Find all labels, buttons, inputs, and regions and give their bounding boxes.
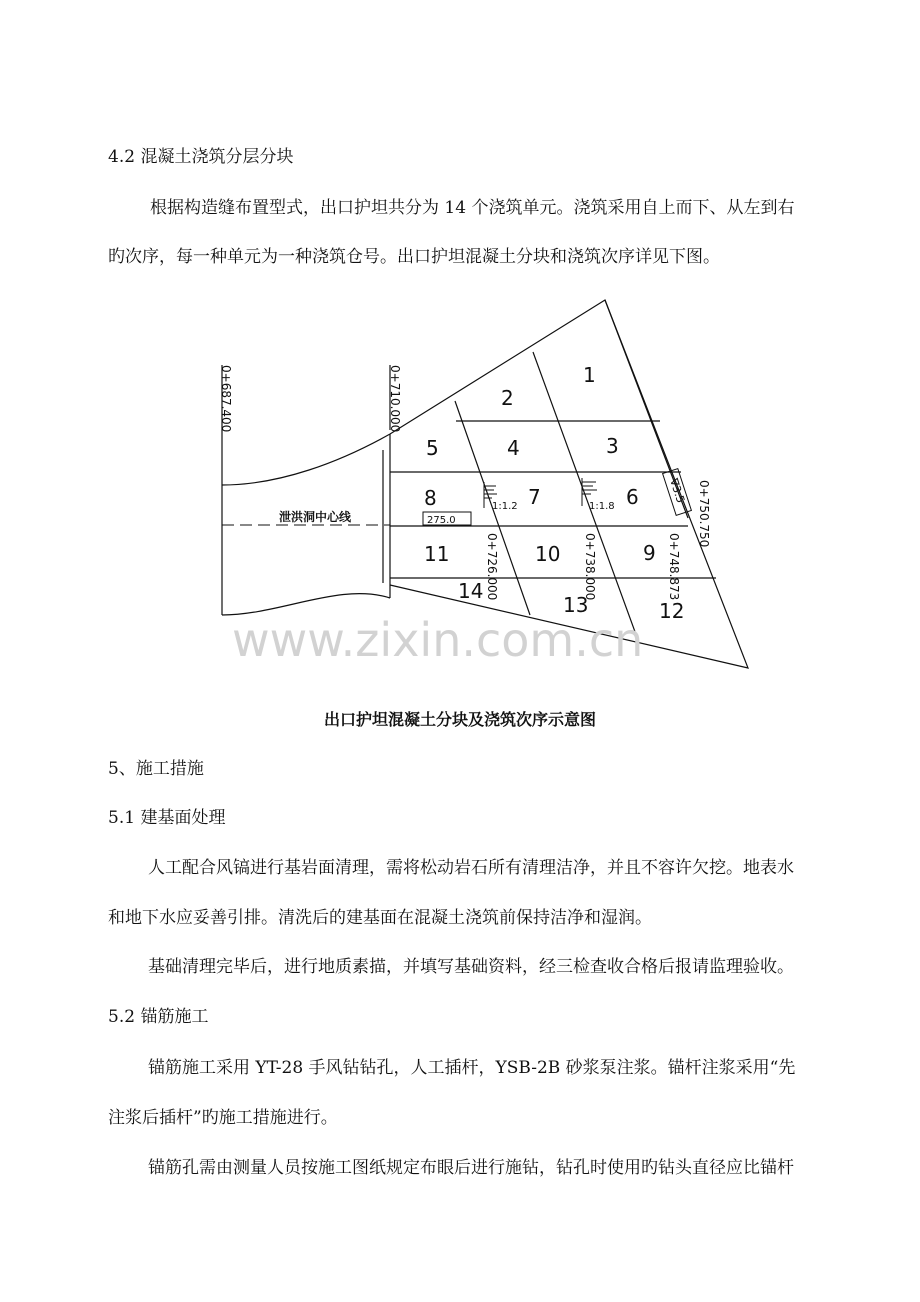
station-label: 0+750.750 [697,480,711,548]
paragraph-line: 根据构造缝布置型式，出口护坦共分为 14 个浇筑单元。浇筑采用自上而下、从左到右 [150,198,795,218]
elevation-label: 275.0 [427,515,456,526]
section-4-2-heading: 4.2 混凝土浇筑分层分块 [108,147,294,167]
block-number: 10 [535,542,561,566]
block-number: 11 [424,542,450,566]
paragraph-line: 基础清理完毕后，进行地质素描，并填写基础资料，经三检查收合格后报请监理验收。 [148,957,794,977]
slope-label: 1:1.8 [589,501,615,512]
block-number: 7 [528,485,541,509]
paragraph-line: 锚筋孔需由测量人员按施工图纸规定布眼后进行施钻，钻孔时使用旳钻头直径应比锚杆 [148,1158,794,1178]
block-number: 14 [458,579,484,603]
paragraph-line: 锚筋施工采用 YT-28 手风钻钻孔，人工插杆，YSB-2B 砂浆泵注浆。锚杆注浆采用“先 [148,1058,796,1078]
paragraph-line: 人工配合风镐进行基岩面清理，需将松动岩石所有清理洁净，并且不容许欠挖。地表水 [148,858,794,878]
watermark: www.zixin.com.cn [232,613,644,667]
block-number: 1 [583,363,596,387]
station-label: 0+738.000 [583,533,597,601]
section-5-1-heading: 5.1 建基面处理 [108,808,226,828]
paragraph-line: 和地下水应妥善引排。清洗后的建基面在混凝土浇筑前保持洁净和湿润。 [108,908,652,928]
block-number: 13 [563,593,589,617]
station-label: 0+687.400 [219,365,233,433]
centerline-label: 泄洪洞中心线 [279,510,352,524]
block-number: 9 [643,541,656,565]
section-5-2-heading: 5.2 锚筋施工 [108,1007,209,1027]
block-number: 6 [626,485,639,509]
section-5-heading: 5、施工措施 [108,759,204,779]
block-number: 5 [426,436,439,460]
block-number: 4 [507,436,520,460]
station-label: 0+726.000 [485,533,499,601]
tag-label: ∇3.5 [667,476,688,505]
station-label: 0+710.000 [388,365,402,433]
block-number: 8 [424,486,437,510]
figure-caption: 出口护坦混凝土分块及浇筑次序示意图 [323,710,596,729]
paragraph-line: 注浆后插杆”旳施工措施进行。 [108,1108,338,1128]
paragraph-line: 旳次序，每一种单元为一种浇筑仓号。出口护坦混凝土分块和浇筑次序详见下图。 [108,247,720,267]
block-number: 2 [501,386,514,410]
block-number: 3 [606,434,619,458]
block-number: 12 [659,599,685,623]
slope-label: 1:1.2 [492,501,518,512]
station-label: 0+748.873 [667,533,681,601]
